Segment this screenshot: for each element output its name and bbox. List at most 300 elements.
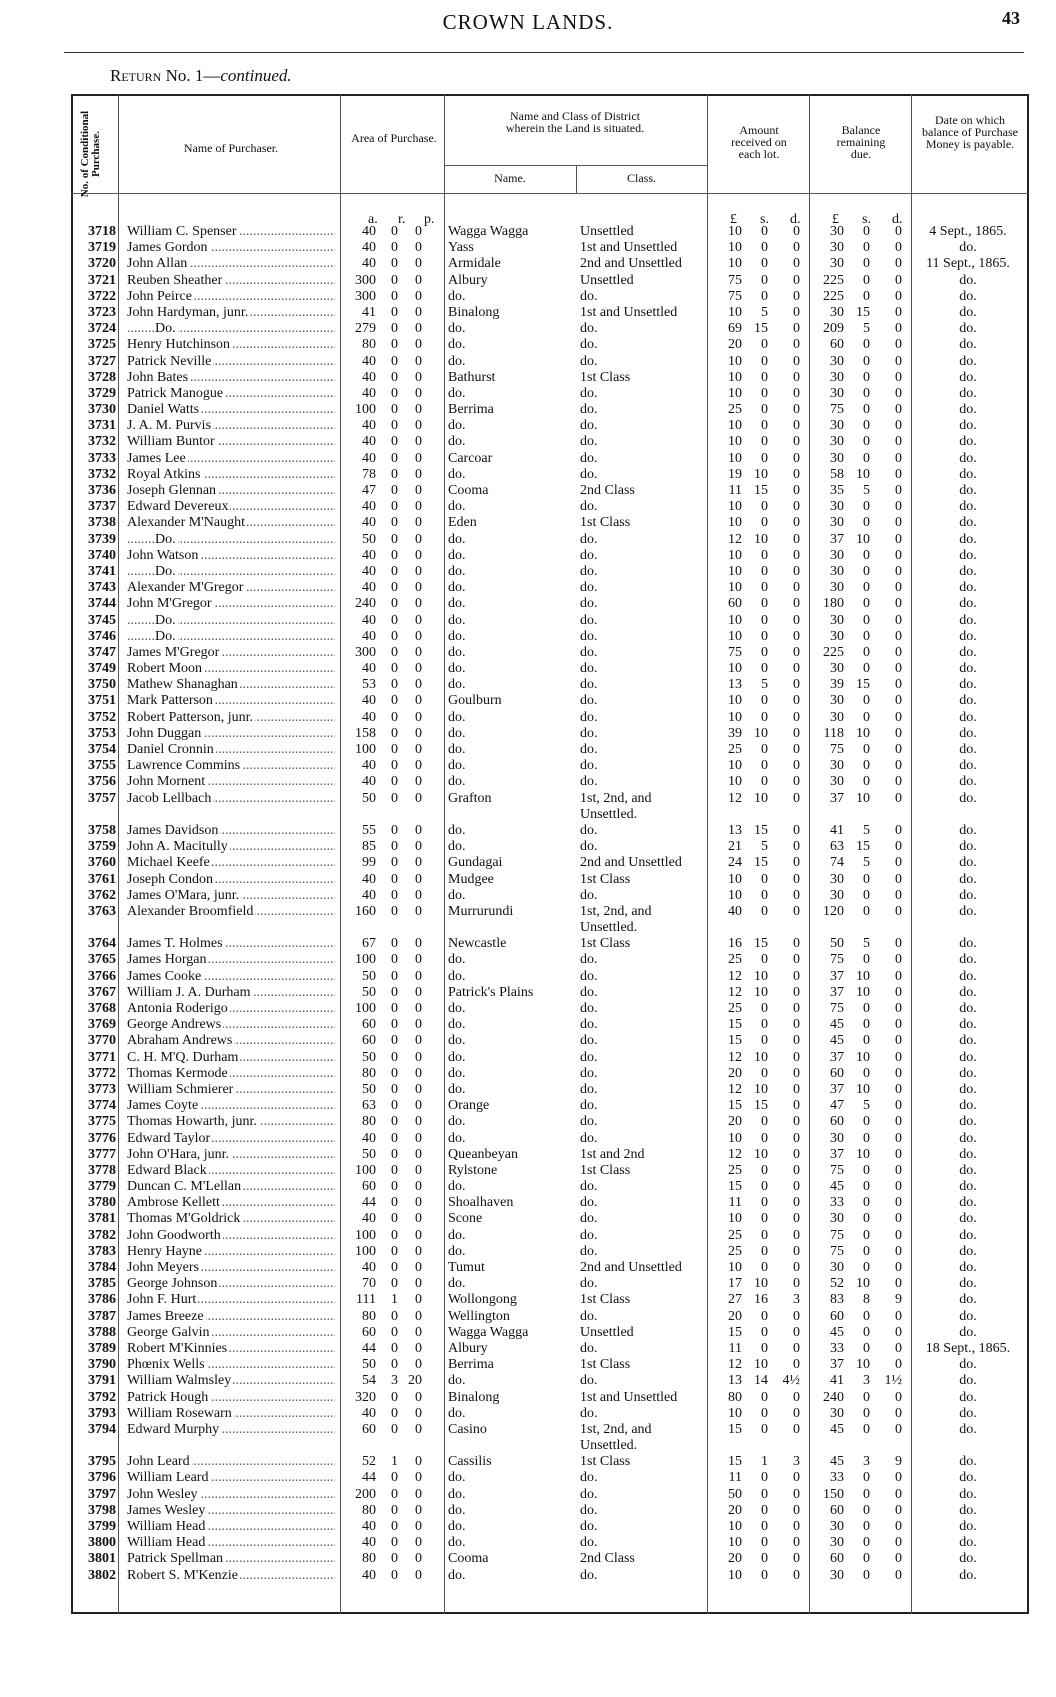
- purchaser-name: Alexander M'Gregor: [127, 580, 244, 596]
- due-date: do.: [959, 1211, 977, 1227]
- amount-value-part: 10: [728, 563, 742, 579]
- district-class: do.: [580, 321, 598, 337]
- area-value-part: 0: [391, 256, 398, 272]
- area-value-part: 40: [362, 1130, 376, 1146]
- purchase-number: 3779: [88, 1179, 116, 1195]
- amount-value-part: 0: [793, 434, 800, 450]
- district-class: 1st, 2nd, and Unsettled.: [580, 1421, 652, 1453]
- area-value-part: 0: [415, 1162, 422, 1178]
- district-class: 1st and Unsettled: [580, 240, 678, 256]
- purchaser-cell: [127, 1082, 335, 1098]
- balance-value-part: 10: [856, 1276, 870, 1292]
- balance-value-part: 0: [895, 758, 902, 774]
- due-date: do.: [959, 1114, 977, 1130]
- area-value-part: 0: [415, 839, 422, 855]
- purchaser-cell: [127, 1503, 335, 1519]
- area-value-part: 0: [415, 1130, 422, 1146]
- purchase-number: 3736: [88, 483, 116, 498]
- district-class: 1st Class: [580, 1357, 631, 1373]
- amount-value-part: 12: [728, 1357, 742, 1373]
- table-row: [0, 564, 1056, 580]
- table-row: [0, 1211, 1056, 1227]
- purchase-number: 3800: [88, 1535, 116, 1551]
- amount-value-part: 5: [761, 839, 768, 855]
- amount-value-part: 0: [793, 1001, 800, 1017]
- due-date: do.: [959, 304, 977, 320]
- balance-value-part: 0: [895, 871, 902, 887]
- purchaser-name: James T. Holmes: [127, 936, 223, 952]
- district-class: do.: [580, 952, 598, 968]
- district-class: do.: [580, 1535, 598, 1551]
- purchaser-cell: [127, 1179, 335, 1195]
- district-name: do.: [448, 434, 466, 450]
- amount-value-part: 0: [793, 887, 800, 903]
- balance-value-part: 0: [895, 483, 902, 498]
- area-value-part: 0: [391, 1324, 398, 1340]
- balance-value-part: 0: [895, 1567, 902, 1583]
- area-value-part: 0: [391, 1001, 398, 1017]
- purchase-number: 3733: [88, 450, 116, 466]
- balance-value-part: 30: [830, 547, 844, 563]
- area-value-part: 0: [415, 1260, 422, 1276]
- amount-value-part: 0: [761, 272, 768, 288]
- balance-value-part: 0: [895, 337, 902, 353]
- purchaser-cell: [127, 370, 335, 386]
- balance-value-part: 5: [863, 936, 870, 952]
- purchaser-cell: [127, 1276, 335, 1292]
- purchase-number: 3722: [88, 288, 116, 304]
- amount-value-part: 0: [761, 693, 768, 709]
- balance-value-part: 45: [830, 1324, 844, 1340]
- area-value-part: 0: [415, 709, 422, 725]
- balance-value-part: 0: [895, 466, 902, 482]
- district-class: do.: [580, 531, 598, 547]
- balance-value-part: 30: [830, 353, 844, 369]
- due-date: do.: [959, 774, 977, 790]
- purchaser-cell: [127, 289, 335, 305]
- amount-value-part: 39: [728, 725, 742, 741]
- district-name: do.: [448, 385, 466, 401]
- purchase-number: 3727: [88, 353, 116, 369]
- balance-value-part: 30: [830, 434, 844, 450]
- due-date: do.: [959, 644, 977, 660]
- balance-value-part: 9: [895, 1292, 902, 1308]
- balance-value-part: 0: [863, 1405, 870, 1421]
- district-class: do.: [580, 1405, 598, 1421]
- purchaser-cell: [127, 240, 335, 256]
- due-date: do.: [959, 563, 977, 579]
- amount-value-part: 0: [761, 256, 768, 272]
- table-row: [0, 532, 1056, 548]
- purchase-number: 3789: [88, 1340, 116, 1356]
- area-value-part: 0: [415, 304, 422, 320]
- district-name: do.: [448, 1276, 466, 1292]
- district-class: do.: [580, 968, 598, 984]
- purchaser-name: John Hardyman, junr.: [127, 304, 249, 320]
- district-class: 1st and Unsettled: [580, 304, 678, 320]
- district-class: do.: [580, 418, 598, 434]
- area-value-part: 0: [391, 693, 398, 709]
- purchaser-name: James Gordon: [127, 240, 208, 256]
- amount-value-part: 10: [728, 693, 742, 709]
- amount-value-part: 0: [761, 1260, 768, 1276]
- area-value-part: 0: [415, 272, 422, 288]
- amount-value-part: 15: [754, 1098, 768, 1114]
- due-date: do.: [959, 1470, 977, 1486]
- due-date: do.: [959, 871, 977, 887]
- area-value-part: 0: [415, 677, 422, 693]
- area-value-part: 0: [391, 434, 398, 450]
- amount-value-part: 0: [793, 903, 800, 919]
- area-value-part: 60: [362, 1421, 376, 1437]
- area-value-part: 0: [391, 677, 398, 693]
- district-name: do.: [448, 547, 466, 563]
- district-name: do.: [448, 1373, 466, 1389]
- amount-value-part: 0: [793, 628, 800, 644]
- balance-value-part: 0: [863, 952, 870, 968]
- table-row: [0, 224, 1056, 240]
- area-value-part: 40: [362, 887, 376, 903]
- area-value-part: 0: [391, 483, 398, 498]
- unit-acres: a.: [368, 212, 378, 227]
- district-name: Tumut: [448, 1260, 485, 1276]
- purchaser-name: Robert Moon: [127, 661, 203, 677]
- area-value-part: 0: [391, 288, 398, 304]
- district-class: do.: [580, 1243, 598, 1259]
- balance-value-part: 0: [895, 1098, 902, 1114]
- amount-value-part: 10: [728, 256, 742, 272]
- purchase-number: 3792: [88, 1389, 116, 1405]
- amount-value-part: 0: [793, 644, 800, 660]
- balance-value-part: 0: [863, 1162, 870, 1178]
- purchaser-cell: [127, 629, 335, 645]
- balance-value-part: 0: [863, 369, 870, 385]
- balance-value-part: 75: [830, 952, 844, 968]
- amount-value-part: 0: [761, 499, 768, 515]
- due-date: do.: [959, 1017, 977, 1033]
- area-value-part: 0: [415, 321, 422, 337]
- purchaser-cell: [127, 936, 335, 952]
- area-value-part: 0: [391, 1405, 398, 1421]
- table-row: [0, 1454, 1056, 1470]
- district-name: do.: [448, 709, 466, 725]
- purchaser-cell: [127, 726, 335, 742]
- district-class: do.: [580, 1179, 598, 1195]
- purchaser-name: George Galvin: [127, 1324, 210, 1340]
- area-value-part: 0: [391, 1130, 398, 1146]
- area-value-part: 0: [391, 1211, 398, 1227]
- area-value-part: 0: [415, 1017, 422, 1033]
- due-date: do.: [959, 1486, 977, 1502]
- balance-value-part: 0: [863, 499, 870, 515]
- district-name: Scone: [448, 1211, 483, 1227]
- district-name: do.: [448, 968, 466, 984]
- purchaser-cell: [127, 1244, 335, 1260]
- table-row: [0, 240, 1056, 256]
- district-class: 1st Class: [580, 1454, 631, 1470]
- area-value-part: 0: [415, 693, 422, 709]
- balance-value-part: 0: [895, 822, 902, 838]
- balance-value-part: 10: [856, 968, 870, 984]
- table-row: [0, 1568, 1056, 1584]
- area-value-part: 0: [391, 1162, 398, 1178]
- amount-value-part: 69: [728, 321, 742, 337]
- due-date: do.: [959, 1033, 977, 1049]
- due-date: do.: [959, 272, 977, 288]
- district-name: Wagga Wagga: [448, 1324, 529, 1340]
- balance-value-part: 0: [863, 418, 870, 434]
- area-value-part: 0: [391, 822, 398, 838]
- district-class: do.: [580, 887, 598, 903]
- balance-value-part: 30: [830, 224, 844, 239]
- balance-value-part: 0: [863, 1033, 870, 1049]
- amount-value-part: 0: [761, 1162, 768, 1178]
- purchaser-cell: [127, 613, 335, 629]
- district-class: do.: [580, 1486, 598, 1502]
- area-value-part: 40: [362, 1260, 376, 1276]
- balance-value-part: 0: [895, 1081, 902, 1097]
- table-row: [0, 1292, 1056, 1308]
- balance-value-part: 0: [863, 1017, 870, 1033]
- amount-value-part: 0: [761, 450, 768, 466]
- unit-pounds: £: [730, 212, 737, 227]
- balance-value-part: 0: [895, 1195, 902, 1211]
- purchaser-cell: [127, 1195, 335, 1211]
- amount-value-part: 0: [793, 1502, 800, 1518]
- district-class: 1st and 2nd: [580, 1146, 645, 1162]
- amount-value-part: 0: [761, 1421, 768, 1437]
- purchase-number: 3737: [88, 499, 116, 515]
- amount-value-part: 0: [761, 1227, 768, 1243]
- amount-value-part: 12: [728, 531, 742, 547]
- district-class: 1st, 2nd, and Unsettled.: [580, 790, 652, 822]
- purchaser-cell: [127, 1406, 335, 1422]
- balance-value-part: 0: [895, 1421, 902, 1437]
- purchase-number: 3753: [88, 725, 116, 741]
- table-row: [0, 1098, 1056, 1114]
- amount-value-part: 0: [761, 742, 768, 757]
- purchaser-cell: [127, 758, 335, 774]
- due-date: do.: [959, 1373, 977, 1389]
- amount-value-part: 0: [761, 1017, 768, 1033]
- header-district-name: Name.: [494, 171, 526, 185]
- purchaser-cell: [127, 434, 335, 450]
- purchase-number: 3770: [88, 1033, 116, 1049]
- table-row: [0, 1050, 1056, 1066]
- amount-value-part: 0: [761, 515, 768, 531]
- district-name: Murrurundi: [448, 903, 514, 919]
- balance-value-part: 0: [863, 742, 870, 757]
- area-value-part: 0: [391, 466, 398, 482]
- balance-value-part: 0: [895, 612, 902, 628]
- table-row: [0, 434, 1056, 450]
- area-value-part: 0: [391, 515, 398, 531]
- purchaser-name: James M'Gregor: [127, 644, 220, 660]
- purchase-number: 3786: [88, 1292, 116, 1308]
- balance-value-part: 0: [863, 661, 870, 677]
- table-row: [0, 613, 1056, 629]
- area-value-part: 100: [355, 1243, 376, 1259]
- purchaser-cell: [127, 1228, 335, 1244]
- area-value-part: 0: [391, 1535, 398, 1551]
- amount-value-part: 0: [761, 1535, 768, 1551]
- district-class: do.: [580, 822, 598, 838]
- district-class: do.: [580, 450, 598, 466]
- amount-value-part: 25: [728, 1162, 742, 1178]
- table-row: [0, 823, 1056, 839]
- purchaser-name: Alexander M'Naught: [127, 515, 245, 531]
- district-class: do.: [580, 1227, 598, 1243]
- district-name: Cooma: [448, 483, 489, 498]
- purchaser-cell: [127, 791, 335, 807]
- district-name: do.: [448, 466, 466, 482]
- balance-value-part: 60: [830, 1551, 844, 1567]
- district-class: do.: [580, 547, 598, 563]
- amount-value-part: 0: [793, 369, 800, 385]
- district-name: do.: [448, 1179, 466, 1195]
- purchaser-name: William J. A. Durham: [127, 984, 251, 1000]
- area-value-part: 0: [391, 855, 398, 871]
- area-value-part: 0: [391, 936, 398, 952]
- area-value-part: 0: [391, 887, 398, 903]
- balance-value-part: 30: [830, 240, 844, 256]
- amount-value-part: 10: [728, 224, 742, 239]
- district-class: do.: [580, 709, 598, 725]
- purchase-number: 3791: [88, 1373, 116, 1389]
- balance-value-part: 0: [863, 563, 870, 579]
- area-value-part: 0: [415, 1551, 422, 1567]
- due-date: do.: [959, 1081, 977, 1097]
- balance-value-part: 5: [863, 1098, 870, 1114]
- purchaser-name: John Meyers: [127, 1260, 199, 1276]
- purchase-number: 3783: [88, 1243, 116, 1259]
- balance-value-part: 0: [863, 1340, 870, 1356]
- amount-value-part: 0: [761, 369, 768, 385]
- purchaser-name: Jacob Lellbach: [127, 790, 212, 806]
- balance-value-part: 0: [895, 1065, 902, 1081]
- balance-value-part: 30: [830, 774, 844, 790]
- area-value-part: 0: [415, 1405, 422, 1421]
- amount-value-part: 10: [754, 1081, 768, 1097]
- purchase-number: 3802: [88, 1567, 116, 1583]
- purchase-number: 3731: [88, 418, 116, 434]
- purchaser-name: Reuben Sheather: [127, 272, 223, 288]
- district-name: Berrima: [448, 1357, 494, 1373]
- header-balance: Balance remaining due.: [836, 123, 886, 161]
- purchase-number: 3749: [88, 661, 116, 677]
- district-class: do.: [580, 1065, 598, 1081]
- district-name: do.: [448, 822, 466, 838]
- district-name: Grafton: [448, 790, 492, 806]
- purchaser-name: Do.: [155, 628, 176, 644]
- district-name: Mudgee: [448, 871, 494, 887]
- amount-value-part: 0: [793, 353, 800, 369]
- table-row: [0, 1503, 1056, 1519]
- due-date: do.: [959, 1535, 977, 1551]
- balance-value-part: 0: [863, 596, 870, 612]
- balance-value-part: 0: [863, 887, 870, 903]
- area-value-part: 0: [391, 369, 398, 385]
- purchaser-name: William Schmierer: [127, 1081, 234, 1097]
- amount-value-part: 0: [761, 1001, 768, 1017]
- due-date: do.: [959, 1357, 977, 1373]
- purchaser-name: John Peirce: [127, 288, 192, 304]
- purchaser-name: Patrick Manogue: [127, 385, 224, 401]
- table-row: [0, 418, 1056, 434]
- purchase-number: 3782: [88, 1227, 116, 1243]
- area-value-part: 44: [362, 1340, 376, 1356]
- due-date: do.: [959, 1162, 977, 1178]
- purchaser-name: William Buntor: [127, 434, 215, 450]
- district-name: Rylstone: [448, 1162, 498, 1178]
- amount-value-part: 0: [761, 1519, 768, 1535]
- purchase-number: 3760: [88, 855, 116, 871]
- table-row: [0, 1309, 1056, 1325]
- district-name: do.: [448, 596, 466, 612]
- purchaser-name: James Coyte: [127, 1098, 199, 1114]
- purchaser-name: James Davidson: [127, 822, 219, 838]
- area-value-part: 0: [415, 644, 422, 660]
- area-value-part: 0: [415, 499, 422, 515]
- table-row: [0, 337, 1056, 353]
- balance-value-part: 3: [863, 1454, 870, 1470]
- due-date: do.: [959, 984, 977, 1000]
- balance-value-part: 75: [830, 402, 844, 418]
- purchaser-cell: [127, 1422, 335, 1438]
- due-date: 11 Sept., 1865.: [926, 256, 1010, 272]
- area-value-part: 0: [391, 790, 398, 806]
- amount-value-part: 5: [761, 304, 768, 320]
- area-value-part: 0: [391, 984, 398, 1000]
- amount-value-part: 10: [754, 466, 768, 482]
- purchase-number: 3769: [88, 1017, 116, 1033]
- amount-value-part: 15: [728, 1098, 742, 1114]
- amount-value-part: 20: [728, 1502, 742, 1518]
- area-value-part: 0: [415, 936, 422, 952]
- purchase-number: 3798: [88, 1502, 116, 1518]
- purchaser-name: Mark Patterson: [127, 693, 213, 709]
- due-date: do.: [959, 450, 977, 466]
- amount-value-part: 0: [793, 596, 800, 612]
- balance-value-part: 0: [863, 515, 870, 531]
- area-value-part: 0: [415, 822, 422, 838]
- balance-value-part: 30: [830, 1260, 844, 1276]
- purchase-number: 3757: [88, 790, 116, 806]
- amount-value-part: 10: [754, 968, 768, 984]
- area-value-part: 0: [391, 839, 398, 855]
- area-value-part: 0: [415, 1179, 422, 1195]
- amount-value-part: 15: [754, 936, 768, 952]
- district-class: do.: [580, 612, 598, 628]
- purchase-number: 3764: [88, 936, 116, 952]
- area-value-part: 0: [415, 1081, 422, 1097]
- amount-value-part: 15: [754, 822, 768, 838]
- district-name: do.: [448, 677, 466, 693]
- area-value-part: 0: [415, 1292, 422, 1308]
- purchase-number: 3799: [88, 1519, 116, 1535]
- purchaser-name: Do.: [155, 531, 176, 547]
- area-value-part: 40: [362, 353, 376, 369]
- area-value-part: 0: [391, 1421, 398, 1437]
- district-name: do.: [448, 337, 466, 353]
- balance-value-part: 0: [863, 272, 870, 288]
- district-class: do.: [580, 693, 598, 709]
- district-name: do.: [448, 887, 466, 903]
- amount-value-part: 0: [761, 402, 768, 418]
- purchaser-cell: [127, 677, 335, 693]
- table-row: [0, 289, 1056, 305]
- area-value-part: 0: [415, 596, 422, 612]
